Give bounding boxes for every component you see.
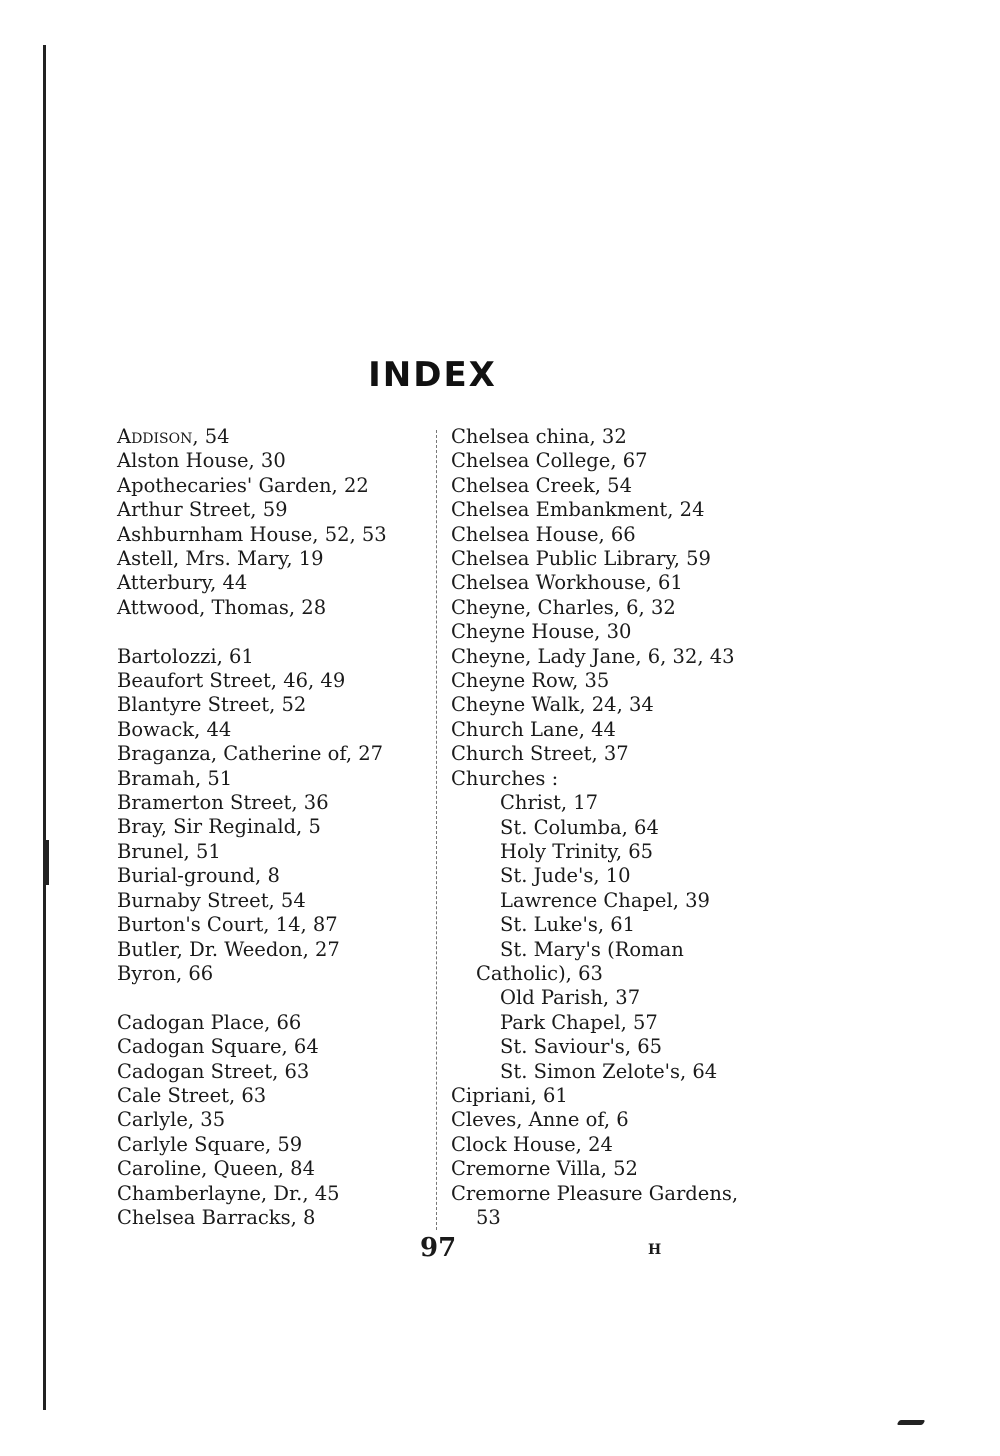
index-entry: Burton's Court, 14, 87 — [117, 913, 338, 937]
index-entry: Chelsea china, 32 — [451, 425, 627, 448]
index-entry: Ashburnham House, 52, 53 — [117, 522, 387, 546]
index-entry: Church Lane, 44 — [451, 717, 616, 741]
index-entry: 53 — [476, 1206, 501, 1229]
index-entry: Cremorne Pleasure Gardens, — [451, 1181, 739, 1205]
index-entry: Atterbury, 44 — [117, 571, 248, 595]
index-entry: Catholic), 63 — [476, 961, 603, 985]
ink-smudge — [897, 1420, 926, 1425]
index-subentry: Holy Trinity, 65 — [500, 839, 654, 863]
index-subentry: St. Mary's (Roman — [500, 937, 684, 961]
index-entry: Burial-ground, 8 — [117, 864, 280, 888]
index-subentry: St. Luke's, 61 — [500, 913, 636, 937]
index-entry: Cremorne Villa, 52 — [451, 1157, 638, 1181]
index-entry: Chamberlayne, Dr., 45 — [117, 1181, 340, 1205]
entry-gap — [117, 986, 417, 1010]
index-entry: Cadogan Place, 66 — [117, 1010, 302, 1034]
page-number: 97 — [420, 1233, 457, 1263]
index-entry: Cipriani, 61 — [451, 1083, 568, 1107]
index-entry: Cale Street, 63 — [117, 1083, 267, 1107]
index-subentry: St. Simon Zelote's, 64 — [500, 1059, 718, 1083]
index-subentry: St. Columba, 64 — [500, 815, 659, 839]
index-entry: Chelsea Public Library, 59 — [451, 547, 711, 571]
page-title: INDEX — [368, 355, 497, 395]
index-entry: Beaufort Street, 46, 49 — [117, 669, 346, 693]
index-entry: Chelsea Creek, 54 — [451, 473, 632, 497]
margin-rule — [43, 45, 46, 1410]
index-entry: Brunel, 51 — [117, 839, 221, 863]
index-entry: Apothecaries' Garden, 22 — [117, 473, 369, 497]
index-entry: Church Street, 37 — [451, 742, 629, 766]
index-subentry: St. Jude's, 10 — [500, 864, 631, 888]
index-subentry: Lawrence Chapel, 39 — [500, 888, 710, 912]
index-entry: Attwood, Thomas, 28 — [117, 595, 327, 619]
index-entry: Bramerton Street, 36 — [117, 791, 329, 815]
index-entry: Chelsea Workhouse, 61 — [451, 571, 683, 595]
index-entry: Chelsea Barracks, 8 — [117, 1205, 316, 1229]
index-column-left — [117, 425, 417, 1230]
index-entry: Butler, Dr. Weedon, 27 — [117, 937, 340, 961]
index-entry: Bramah, 51 — [117, 766, 233, 790]
index-entry: Braganza, Catherine of, 27 — [117, 742, 384, 766]
index-entry: Cadogan Square, 64 — [117, 1035, 319, 1059]
index-entry: Alston House, 30 — [117, 449, 286, 473]
index-subentry: St. Saviour's, 65 — [500, 1035, 663, 1059]
index-entry: Cleves, Anne of, 6 — [451, 1108, 629, 1132]
index-subentry: Christ, 17 — [500, 791, 599, 815]
index-entry: Cheyne Walk, 24, 34 — [451, 693, 654, 717]
index-entry: Astell, Mrs. Mary, 19 — [117, 547, 324, 571]
column-divider — [436, 430, 438, 1230]
index-entry: Cadogan Street, 63 — [117, 1059, 310, 1083]
index-entry: Bowack, 44 — [117, 717, 232, 741]
index-entry: Cheyne Row, 35 — [451, 669, 610, 693]
signature-mark: H — [648, 1242, 662, 1258]
index-entry: Addison, 54 — [117, 425, 230, 448]
index-entry: Carlyle, 35 — [117, 1108, 226, 1132]
index-entry: Byron, 66 — [117, 961, 214, 985]
index-entry: Cheyne, Lady Jane, 6, 32, 43 — [451, 644, 735, 668]
index-entry: Chelsea Embankment, 24 — [451, 498, 705, 522]
index-entry: Clock House, 24 — [451, 1132, 613, 1156]
index-entry: Chelsea College, 67 — [451, 449, 648, 473]
margin-rule-thick — [46, 840, 49, 885]
index-entry: Bartolozzi, 61 — [117, 644, 254, 668]
index-column-right — [451, 425, 781, 1230]
index-subentry: Park Chapel, 57 — [500, 1010, 658, 1034]
index-entry: Arthur Street, 59 — [117, 498, 288, 522]
index-entry: Churches : — [451, 766, 559, 790]
index-entry: Cheyne House, 30 — [451, 620, 632, 644]
index-entry: Blantyre Street, 52 — [117, 693, 307, 717]
index-entry: Chelsea House, 66 — [451, 522, 636, 546]
entry-gap — [117, 620, 417, 644]
index-entry: Caroline, Queen, 84 — [117, 1157, 315, 1181]
index-entry: Cheyne, Charles, 6, 32 — [451, 595, 676, 619]
index-entry: Carlyle Square, 59 — [117, 1132, 303, 1156]
index-entry: Burnaby Street, 54 — [117, 888, 306, 912]
index-subentry: Old Parish, 37 — [500, 986, 641, 1010]
index-entry: Bray, Sir Reginald, 5 — [117, 815, 321, 839]
